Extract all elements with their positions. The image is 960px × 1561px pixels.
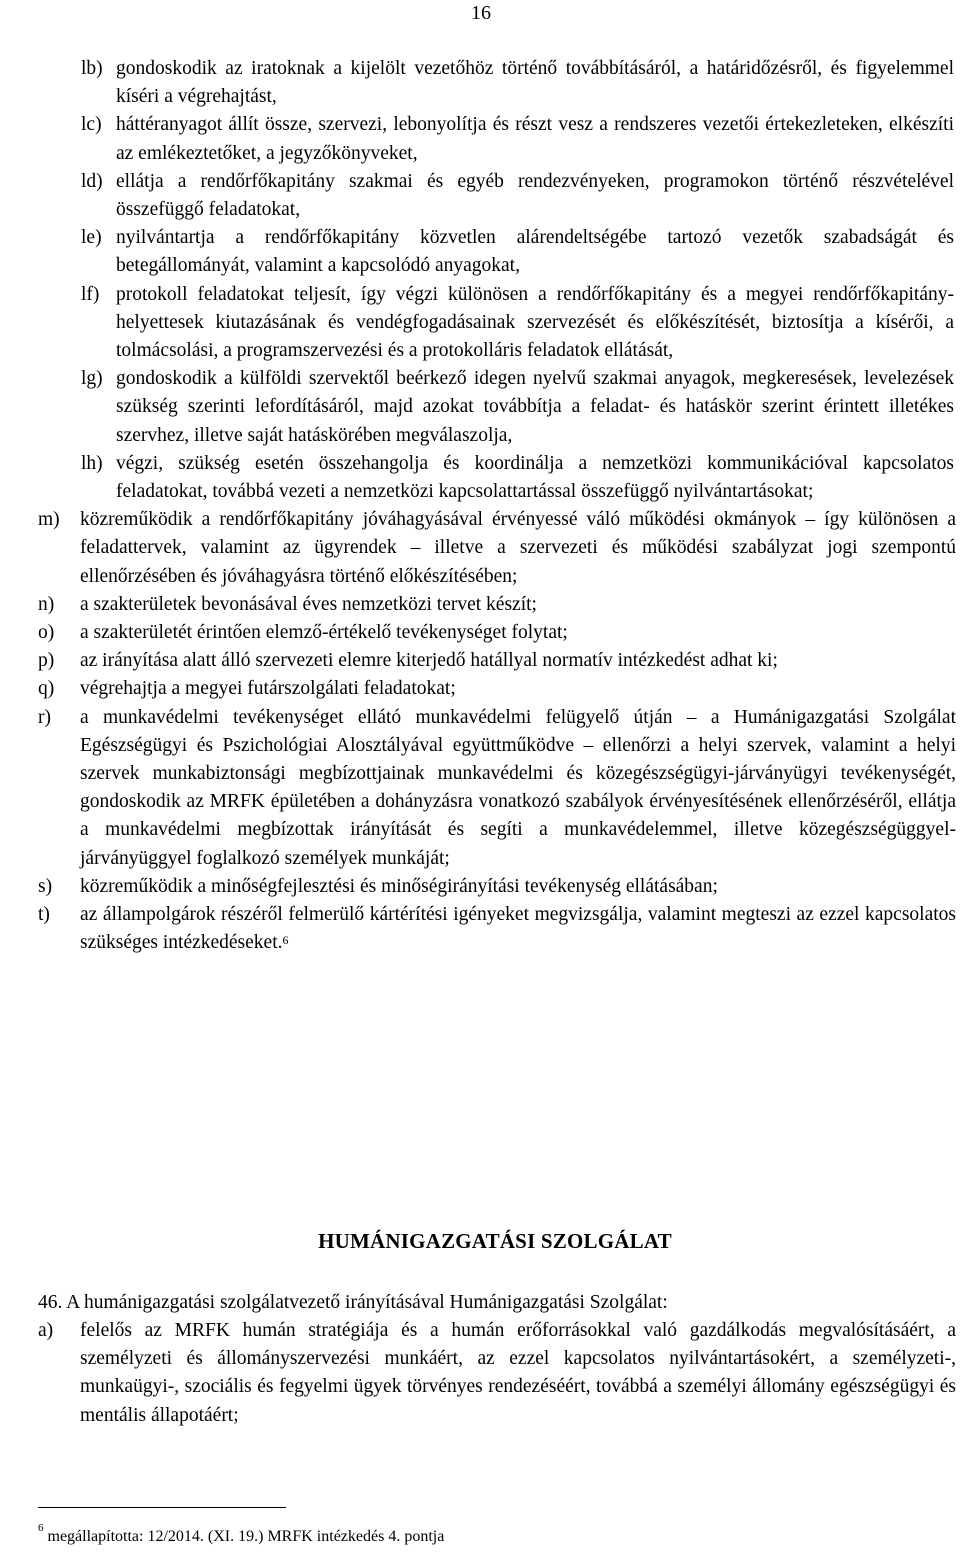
task-list bbox=[0, 55, 960, 958]
list-item-label: lh) bbox=[81, 452, 103, 474]
footnote-reference: 6 bbox=[282, 933, 289, 948]
list-item bbox=[0, 619, 956, 647]
list-item-text: közreműködik a minőségfejlesztési és minőségirányítási tevékenység ellátásában; bbox=[80, 875, 718, 897]
list-item bbox=[0, 901, 956, 957]
list-item-label: n) bbox=[38, 593, 55, 615]
list-item bbox=[0, 675, 956, 703]
list-item-label: o) bbox=[38, 622, 55, 644]
list-item-label: s) bbox=[38, 875, 53, 897]
footnote-separator bbox=[38, 1507, 286, 1508]
sub-list-item bbox=[0, 224, 954, 280]
list-item bbox=[0, 506, 956, 591]
list-item bbox=[0, 591, 956, 619]
list-item-label: p) bbox=[38, 650, 55, 672]
list-item-label: a) bbox=[38, 1320, 54, 1341]
list-item-text: végrehajtja a megyei futárszolgálati feladatokat; bbox=[80, 678, 456, 700]
list-item-label: q) bbox=[38, 678, 55, 700]
list-item-label: lc) bbox=[81, 114, 102, 136]
list-item-text: háttéranyagot állít össze, szervezi, lebonyolítja és részt vesz a rendszeres vezetői értekezleteken, elkészíti az emlékeztetőket, a jegyzőkönyveket, bbox=[116, 114, 954, 164]
list-item-text: a szakterületek bevonásával éves nemzetközi tervet készít; bbox=[80, 593, 537, 615]
sub-list-item bbox=[0, 281, 954, 366]
sub-list-item bbox=[0, 365, 954, 450]
list-item bbox=[0, 1317, 956, 1430]
list-item bbox=[0, 647, 956, 675]
list-item-text: a munkavédelmi tevékenységet ellátó munkavédelmi felügyelő útján – a Humánigazgatási Szolgálat Egészségügyi és Pszichológiai Alosztályával együttműködve – ellenőrzi a helyi szervek, valamint a helyi szervek munkabiztonsági megbízottjainak munkavédelmi és közegészségügyi-járványügyi tevékenységét, gondoskodik az MRFK épületében a dohányzásra vonatkozó szabályok érvényesítésének ellenőrzéséről, ellátja a munkavédelmi megbízottak irányítását és segíti a munkavédelemmel, illetve közegészségüggyel-járványüggyel foglalkozó személyek munkáját; bbox=[80, 706, 956, 869]
list-item-label: lb) bbox=[81, 58, 103, 79]
list-item bbox=[0, 704, 956, 873]
sub-list-item bbox=[0, 168, 954, 224]
footnote bbox=[38, 1522, 445, 1546]
list-item-label: le) bbox=[81, 227, 102, 249]
list-item-text: protokoll feladatokat teljesít, így végzi különösen a rendőrfőkapitány és a megyei rendőrfőkapitány-helyettesek kiutazásának és vendégfogadásainak szervezését és előkészítését, biztosítja a kísérői, a tolmácsolási, a programszervezési és a protokolláris feladatok ellátását, bbox=[116, 283, 954, 362]
list-item-text: végzi, szükség esetén összehangolja és koordinálja a nemzetközi kommunikációval kapcsolatos feladatokat, továbbá vezeti a nemzetközi kapcsolattartással összefüggő nyilvántartásokat; bbox=[116, 452, 954, 503]
section-task-list bbox=[0, 1317, 960, 1430]
footnote-number: 6 bbox=[38, 1522, 44, 1534]
sub-list-item bbox=[0, 111, 954, 167]
list-item-label: lg) bbox=[81, 368, 103, 390]
list-item-label: ld) bbox=[81, 170, 103, 192]
list-item-text: az állampolgárok részéről felmerülő kártérítési igényeket megvizsgálja, valamint megteszi az ezzel kapcsolatos szükséges intézkedéseket. bbox=[80, 904, 956, 954]
list-item-text: nyilvántartja a rendőrfőkapitány közvetlen alárendeltségébe tartozó vezetők szabadságát és betegállományát, valamint a kapcsolódó anyagokat, bbox=[116, 227, 954, 277]
list-item-text: az irányítása alatt álló szervezeti elemre kiterjedő hatállyal normatív intézkedést adhat ki; bbox=[80, 650, 778, 672]
list-item-text: közreműködik a rendőrfőkapitány jóváhagyásával érvényessé váló működési okmányok – így különösen a feladattervek, valamint az ügyrendek – illetve a szervezeti és működési szabályzat jogi szempontú ellenőrzésében és jóváhagyásra történő előkészítésében; bbox=[80, 509, 956, 587]
list-item-text: gondoskodik az iratoknak a kijelölt vezetőhöz történő továbbításáról, a határidőzésről, és figyelemmel kíséri a végrehajtást, bbox=[116, 58, 954, 108]
section-heading: HUMÁNIGAZGATÁSI SZOLGÁLAT bbox=[318, 1229, 672, 1253]
footnote-text: megállapította: 12/2014. (XI. 19.) MRFK intézkedés 4. pontja bbox=[47, 1528, 445, 1545]
list-item-label: r) bbox=[38, 706, 51, 728]
section-intro: 46. A humánigazgatási szolgálatvezető irányításával Humánigazgatási Szolgálat: bbox=[38, 1292, 668, 1313]
list-item-label: lf) bbox=[81, 283, 100, 305]
sub-list-item bbox=[0, 55, 954, 111]
list-item-text: felelős az MRFK humán stratégiája és a humán erőforrásokkal való gazdálkodás megvalósításáért, a személyzeti és állományszervezési munkáért, az ezzel kapcsolatos nyilvántartásokért, a személyzeti-, munkaügyi-, szociális és fegyelmi ügyek törvényes rendezéséért, továbbá a személyi állomány egészségügyi és mentális állapotáért; bbox=[80, 1320, 956, 1426]
list-item-text: gondoskodik a külföldi szervektől beérkező idegen nyelvű szakmai anyagok, megkeresések, levelezések szükség szerinti lefordításáról, majd azokat továbbítja a feladat- és hatáskör szerint érintett illetékes szervhez, illetve saját hatáskörében megválaszolja, bbox=[116, 368, 954, 446]
sub-list-item bbox=[0, 450, 954, 506]
list-item-label: t) bbox=[38, 904, 50, 926]
list-item-text: a szakterületét érintően elemző-értékelő tevékenységet folytat; bbox=[80, 622, 568, 644]
list-item-text: ellátja a rendőrfőkapitány szakmai és egyéb rendezvényeken, programokon történő részvételével összefüggő feladatokat, bbox=[116, 170, 954, 221]
list-item-label: m) bbox=[38, 509, 60, 531]
page-number: 16 bbox=[471, 2, 491, 24]
list-item bbox=[0, 873, 956, 901]
